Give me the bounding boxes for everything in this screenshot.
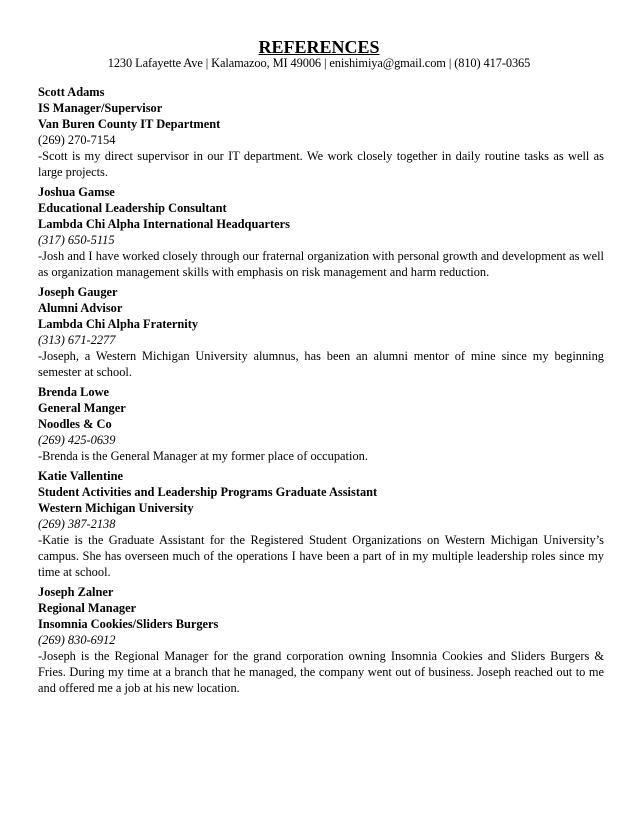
reference-name: Joseph Zalner [38,585,114,599]
reference-name: Brenda Lowe [38,385,110,399]
reference-entry [38,468,604,580]
reference-entry [38,184,604,280]
reference-name: Katie Vallentine [38,469,124,483]
reference-entry [38,284,604,380]
reference-entry [38,384,604,464]
reference-phone: (269) 425-0639 [38,433,116,447]
reference-name: Scott Adams [38,85,105,99]
reference-title: Alumni Advisor [38,301,123,315]
contact-line: 1230 Lafayette Ave | Kalamazoo, MI 49006 | enishimiya@gmail.com | (810) 417-0365 [107,56,531,70]
reference-description: -Scott is my direct supervisor in our IT department. We work closely together in daily routine tasks as well as large projects. [38,149,604,179]
reference-organization: Van Buren County IT Department [38,117,221,131]
reference-title: Regional Manager [38,601,137,615]
reference-name: Joshua Gamse [38,185,115,199]
reference-name: Joseph Gauger [38,285,118,299]
reference-description: -Josh and I have worked closely through our fraternal organization with personal growth and development as well as organization management skills with emphasis on risk management and harm reduction. [38,249,604,279]
reference-organization: Noodles & Co [38,417,112,431]
page-title: REFERENCES [258,37,380,57]
reference-description: -Joseph, a Western Michigan University alumnus, has been an alumni mentor of mine since my beginning semester at school. [38,349,604,379]
reference-phone: (269) 270-7154 [38,133,116,147]
reference-title: General Manger [38,401,126,415]
reference-organization: Insomnia Cookies/Sliders Burgers [38,617,219,631]
reference-description: -Joseph is the Regional Manager for the grand corporation owning Insomnia Cookies and Sliders Burgers & Fries. During my time at a branch that he managed, the company went out of business. Joseph reached out to me and offered me a job at his new location. [38,649,604,695]
reference-phone: (317) 650-5115 [38,233,115,247]
reference-entry [38,584,604,696]
reference-phone: (313) 671-2277 [38,333,116,347]
reference-description: -Brenda is the General Manager at my former place of occupation. [38,449,368,463]
reference-organization: Lambda Chi Alpha International Headquarters [38,217,290,231]
reference-description: -Katie is the Graduate Assistant for the Registered Student Organizations on Western Michigan University’s campus. She has overseen much of the operations I have been a part of in my multiple leadership roles since my time at school. [38,533,604,579]
reference-phone: (269) 387-2138 [38,517,116,531]
reference-entry [38,84,604,180]
reference-title: IS Manager/Supervisor [38,101,163,115]
reference-organization: Western Michigan University [38,501,194,515]
reference-organization: Lambda Chi Alpha Fraternity [38,317,199,331]
reference-title: Educational Leadership Consultant [38,201,227,215]
reference-title: Student Activities and Leadership Programs Graduate Assistant [38,485,378,499]
reference-phone: (269) 830-6912 [38,633,116,647]
